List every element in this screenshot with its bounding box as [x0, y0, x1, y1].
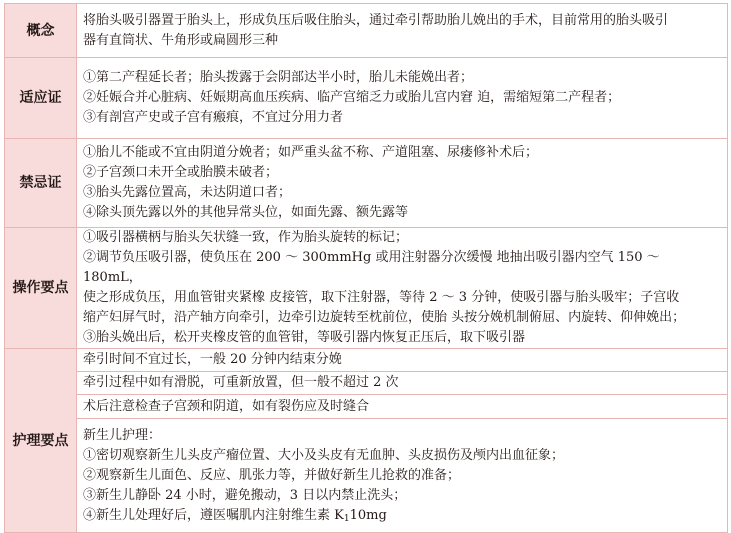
text-line: ③胎头先露位置高，未达阴道口者；	[83, 185, 292, 200]
text-line: ①吸引器横柄与胎头矢状缝一致，作为胎头旋转的标记；	[83, 230, 409, 245]
text-line: ③胎头娩出后，松开夹橡皮管的血管钳，等吸引器内恢复正压后，取下吸引器	[83, 330, 526, 345]
table-row	[5, 228, 728, 349]
table-row	[5, 58, 728, 139]
table-row	[5, 4, 728, 58]
nursing-subrow-1	[77, 349, 728, 372]
text-line: ①第二产程延长者；胎头拨露于会阴部达半小时，胎儿未能娩出者；	[83, 70, 474, 85]
text-fragment: ④新生儿处理好后，遵医嘱肌内注射维生素 K	[83, 507, 344, 523]
text-line: 缩产妇屏气时，沿产轴方向牵引，边牵引边旋转至枕前位，使胎 头按分娩机制俯屈、内旋转、仰伸娩出；	[83, 310, 686, 325]
text-line: ②观察新生儿面色、反应、肌张力等，并做好新生儿抢救的准备；	[83, 467, 461, 483]
text-line: 新生儿护理：	[83, 427, 162, 443]
text-line: ①胎儿不能或不宜由阴道分娩者；如严重头盆不称、产道阻塞、尿瘘修补术后；	[83, 145, 539, 160]
text-line: ②调节负压吸引器，使负压在 200 ～ 300mmHg 或用注射器分次缓慢 地抽出吸引器内空气 150 ～ 180mL，	[83, 250, 660, 285]
nursing-subrow-2	[77, 372, 728, 395]
row-content-concept	[77, 4, 728, 58]
text-line-vitamin-k1	[83, 506, 721, 526]
text-fragment: 10mg	[349, 507, 387, 523]
text-line: 将胎头吸引器置于胎头上，形成负压后吸住胎头，通过牵引帮助胎儿娩出的手术，目前常用的胎头吸引	[83, 12, 669, 28]
text-line: 牵引时间不宜过长，一般 20 分钟内结束分娩	[83, 352, 342, 367]
text-line: ④除头顶先露以外的其他异常头位，如面先露、额先露等	[83, 205, 409, 220]
table-row	[5, 349, 728, 372]
row-label-concept: 概念	[5, 4, 77, 58]
forceps-vacuum-table	[4, 3, 728, 533]
row-label-contraindications: 禁忌证	[5, 139, 77, 228]
text-line: 器有直筒状、牛角形或扁圆形三种	[83, 32, 279, 48]
row-label-nursing: 护理要点	[5, 349, 77, 533]
row-label-operation: 操作要点	[5, 228, 77, 349]
table-row	[5, 372, 728, 395]
text-line: 牵引过程中如有滑脱，可重新放置，但一般不超过 2 次	[83, 375, 399, 390]
subscript: 1	[343, 513, 350, 524]
document-page	[4, 3, 727, 524]
text-line: ③新生儿静卧 24 小时，避免搬动，3 日以内禁止洗头；	[83, 487, 407, 503]
nursing-subrow-3	[77, 395, 728, 419]
text-line: 术后注意检查子宫颈和阴道，如有裂伤应及时缝合	[83, 398, 370, 414]
table-row	[5, 139, 728, 228]
text-line: ①密切观察新生儿头皮产瘤位置、大小及头皮有无血肿、头皮损伤及颅内出血征象；	[83, 447, 565, 463]
text-line: 使之形成负压，用血管钳夹紧橡 皮接管，取下注射器，等待 2 ～ 3 分钟，使吸引器与胎头吸牢；子宫收	[83, 290, 680, 305]
text-line: ②子宫颈口未开全或胎膜未破者；	[83, 165, 279, 180]
table-row	[5, 395, 728, 419]
row-content-contraindications	[77, 139, 728, 228]
text-line: ③有剖宫产史或子宫有瘢痕，不宜过分用力者	[83, 110, 344, 125]
nursing-subrow-4	[77, 419, 728, 533]
row-content-operation	[77, 228, 728, 349]
text-line: ②妊娠合并心脏病、妊娠期高血压疾病、临产宫缩乏力或胎儿宫内窘 迫，需缩短第二产程者；	[83, 90, 621, 105]
table-row	[5, 419, 728, 533]
row-content-indications	[77, 58, 728, 139]
row-label-indications: 适应证	[5, 58, 77, 139]
